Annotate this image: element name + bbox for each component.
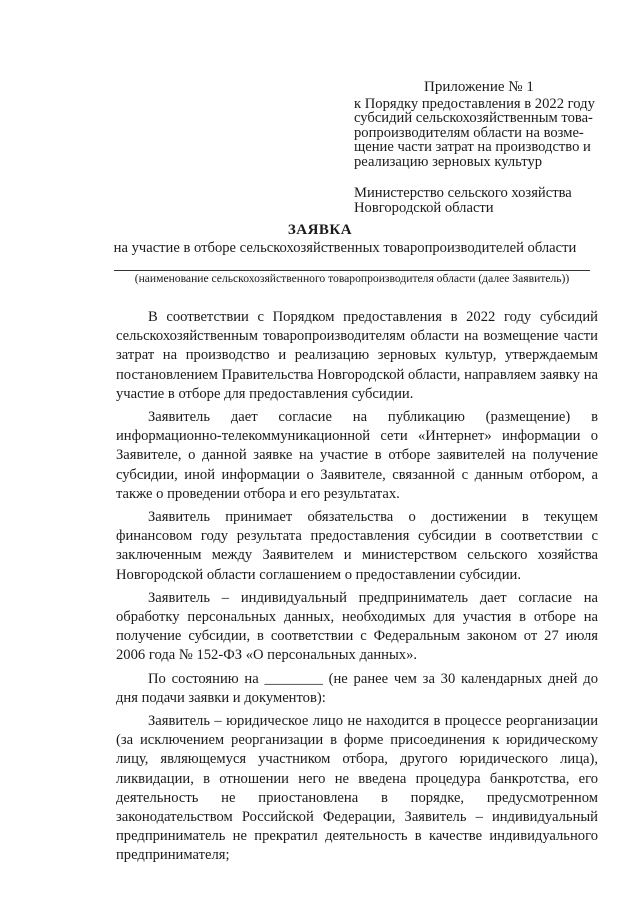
appendix-block	[354, 80, 606, 215]
body-paragraph: Заявитель – индивидуальный предприниматель дает согласие на обработку персональных данных, необходимых для участия в отборе на получение субсидии, в соответствии с Федеральным законом от 27 июля 2006 года № 152-ФЗ «О персональных данных».	[116, 589, 598, 664]
document-subheading: на участие в отборе сельскохозяйственных товаропроизводителей области	[113, 240, 577, 256]
appendix-line: к Порядку предоставления в 2022 году	[354, 95, 595, 112]
applicant-name-caption: (наименование сельскохозяйственного товаропроизводителя области (далее Заявитель))	[134, 272, 570, 285]
appendix-line: реализацию зерновых культур	[354, 153, 543, 170]
document-body	[116, 308, 598, 870]
body-paragraph: Заявитель дает согласие на публикацию (размещение) в информационно-телекоммуникационной сети «Интернет» информации о Заявителе, о данной заявке на участие в отборе заявителей на получение субсидии, иной информации о Заявителе, связанной с данным отбором, а также о проведении отбора и его результатах.	[116, 409, 598, 502]
ministry-line: Министерство сельского хозяйства	[354, 185, 572, 201]
appendix-line: субсидий сельскохозяйственным това-	[354, 110, 593, 126]
ministry-line: Новгородской области	[354, 199, 494, 216]
body-paragraph: По состоянию на ________ (не ранее чем за 30 календарных дней до дня подачи заявки и документов):	[116, 670, 598, 706]
document-heading: ЗАЯВКА	[287, 222, 353, 238]
appendix-title: Приложение № 1	[424, 79, 534, 95]
applicant-name-line	[114, 270, 590, 271]
appendix-line: щение части затрат на производство и	[354, 139, 591, 155]
body-paragraph: Заявитель – юридическое лицо не находится в процессе реорганизации (за исключением реорганизации в форме присоединения к юридическому лицу, являющемуся участником отбора, другого юридического лица), ликвидации, в отношении него не введена процедура банкротства, его деятельность не приостановлена в порядке, предусмотренном законодательством Российской Федерации, Заявитель – индивидуальный предприниматель не прекратил деятельность в качестве индивидуального предпринимателя;	[116, 713, 598, 864]
body-paragraph: В соответствии с Порядком предоставления в 2022 году субсидий сельскохозяйственным товаропроизводителям области на возмещение части затрат на производство и реализацию зерновых культур, утверждаемым постановлением Правительства Новгородской области, направляем заявку на участие в отборе для предоставления субсидии.	[116, 309, 598, 402]
appendix-line: ропроизводителям области на возме-	[354, 124, 584, 141]
body-paragraph: Заявитель принимает обязательства о достижении в текущем финансовом году результата предоставления субсидии в соответствии с заключенным между Заявителем и министерством сельского хозяйства Новгородской области соглашением о предоставлении субсидии.	[116, 509, 598, 583]
